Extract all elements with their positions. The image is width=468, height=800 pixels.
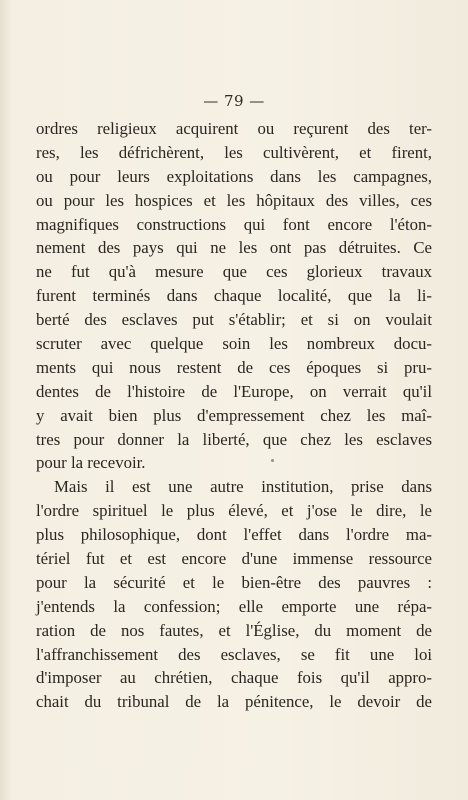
text-line: magnifiques constructions qui font encore l'éton- (36, 214, 432, 234)
text-line: ne fut qu'à mesure que ces glorieux travaux (36, 262, 432, 282)
text-line: nement des pays qui ne les ont pas détruites. Ce (36, 238, 432, 258)
text-line: ments qui nous restent de ces époques si pru- (36, 357, 432, 377)
text-line: l'affranchissement des esclaves, se fit une loi (36, 644, 432, 664)
text-line: l'ordre spirituel le plus élevé, et j'ose le dire, le (36, 501, 432, 521)
text-line: dentes de l'histoire de l'Europe, on verrait qu'il (36, 381, 432, 401)
text-line: ration de nos fautes, et l'Église, du moment de (36, 620, 432, 640)
page-number: — 79 — (203, 92, 265, 110)
text-line: tériel fut et est encore d'une immense ressource (36, 549, 432, 569)
text-line: res, les défrichèrent, les cultivèrent, et firent, (36, 142, 432, 162)
body-text (36, 117, 432, 714)
text-line: ou pour leurs exploitations dans les campagnes, (36, 166, 432, 186)
text-line: furent terminés dans chaque localité, que la li- (36, 286, 432, 306)
text-line: scruter avec quelque soin les nombreux docu- (36, 334, 432, 354)
text-line: plus philosophique, dont l'effet dans l'ordre ma- (36, 525, 432, 545)
text-line: Mais il est une autre institution, prise dans (54, 477, 432, 497)
paper-speck (271, 459, 274, 462)
text-line: j'entends la confession; elle emporte une répa- (36, 596, 432, 616)
text-line: chait du tribunal de la pénitence, le devoir de (36, 692, 432, 712)
text-line: tres pour donner la liberté, que chez les esclaves (36, 429, 432, 449)
text-line: ordres religieux acquirent ou reçurent des ter- (36, 119, 432, 138)
text-line: d'imposer au chrétien, chaque fois qu'il appro- (36, 668, 432, 688)
text-line: ou pour les hospices et les hôpitaux des villes, ces (36, 190, 432, 210)
text-line: y avait bien plus d'empressement chez les maî- (36, 405, 432, 425)
text-line: pour la sécurité et le bien-être des pauvres : (36, 572, 432, 592)
text-line: pour la recevoir. (36, 453, 146, 473)
text-line: berté des esclaves put s'établir; et si on voulait (36, 310, 432, 330)
